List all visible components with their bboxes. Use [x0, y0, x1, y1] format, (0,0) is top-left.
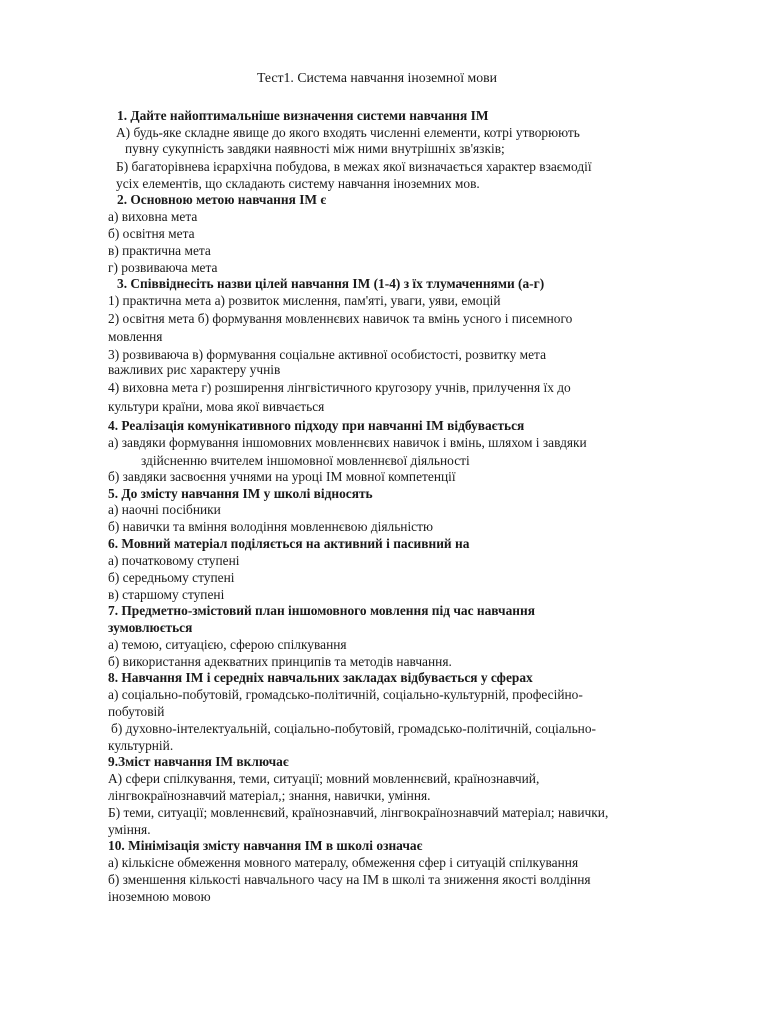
question-2: 2. Основною метою навчання ІМ є — [117, 192, 327, 207]
question-7-line2: зумовлюється — [108, 620, 193, 635]
q5-option-b: б) навички та вміння володіння мовленнєвою діяльністю — [108, 519, 433, 534]
q5-option-a: а) наочні посібники — [108, 502, 221, 517]
q7-option-a: а) темою, ситуацією, сферою спілкування — [108, 637, 347, 652]
q10-option-b-line2: іноземною мовою — [108, 889, 211, 904]
question-6: 6. Мовний матеріал поділяється на активний і пасивний на — [108, 536, 470, 551]
q4-option-b: б) завдяки засвоєння учнями на уроці ІМ мовної компетенції — [108, 469, 456, 484]
q10-option-a: а) кількісне обмеження мовного матералу, обмеження сфер і ситуацій спілкування — [108, 855, 579, 870]
question-7-line1: 7. Предметно-змістовий план іншомовного мовлення під час навчання — [108, 603, 535, 618]
q3-pair-4-line2: культури країни, мова якої вивчається — [108, 399, 325, 414]
q3-pair-4-line1: 4) виховна мета г) розширення лінгвістичного кругозору учнів, прилучення їх до — [108, 380, 571, 395]
q9-option-a-line1: А) сфери спілкування, теми, ситуації; мовний мовленнєвий, країнознавчий, — [108, 771, 540, 786]
q6-option-c: в) старшому ступені — [108, 587, 225, 602]
q1-option-b-line1: Б) багаторівнева ієрархічна побудова, в межах якої визначається характер взаємодії — [116, 159, 592, 174]
q8-option-a-line1: а) соціально-побутовій, громадсько-політичній, соціально-культурній, професійно- — [108, 687, 583, 702]
question-3: 3. Співвіднесіть назви цілей навчання ІМ (1-4) з їх тлумаченнями (а-г) — [117, 276, 545, 291]
q3-pair-2-line1: 2) освітня мета б) формування мовленнєвих навичок та вмінь усного і писемного — [108, 311, 573, 326]
q3-pair-1: 1) практична мета а) розвиток мислення, пам'яті, уваги, уяви, емоцій — [108, 293, 501, 308]
question-4: 4. Реалізація комунікативного підходу при навчанні ІМ відбувається — [108, 418, 525, 433]
q6-option-b: б) середньому ступені — [108, 570, 235, 585]
q7-option-b: б) використання адекватних принципів та методів навчання. — [108, 654, 452, 669]
question-1: 1. Дайте найоптимальніше визначення системи навчання ІМ — [117, 108, 489, 123]
q3-pair-3-line1: 3) розвиваюча в) формування соціальне активної особистості, розвитку мета — [108, 347, 547, 362]
q1-option-a-line2: пувну сукупність завдяки наявності між ними внутрішніх зв'язків; — [125, 141, 505, 156]
q8-option-a-line2: побутовій — [108, 704, 165, 719]
q1-option-a-line1: А) будь-яке складне явище до якого входять численні елементи, котрі утворюють — [116, 125, 580, 140]
q6-option-a: а) початковому ступені — [108, 553, 240, 568]
question-5: 5. До змісту навчання ІМ у школі відносять — [108, 486, 373, 501]
q9-option-b-line1: Б) теми, ситуації; мовленнєвий, країнознавчий, лінгвокраїнознавчий матеріал; навички, — [108, 805, 609, 820]
q10-option-b-line1: б) зменшення кількості навчального часу на ІМ в школі та зниження якості волдіння — [108, 872, 591, 887]
q4-option-a-line1: а) завдяки формування іншомовних мовленнєвих навичок і вмінь, шляхом і завдяки — [108, 435, 587, 450]
q8-option-b-line1: б) духовно-інтелектуальній, соціально-побутовій, громадсько-політичній, соціально- — [111, 721, 596, 736]
question-10: 10. Мінімізація змісту навчання ІМ в школі означає — [108, 838, 423, 853]
q8-option-b-line2: культурній. — [108, 738, 174, 753]
q2-option-c: в) практична мета — [108, 243, 211, 258]
question-8: 8. Навчання ІМ і середніх навчальних закладах відбувається у сферах — [108, 670, 533, 685]
q9-option-b-line2: уміння. — [108, 822, 151, 837]
q9-option-a-line2: лінгвокраїнознавчий матеріал,; знання, навички, уміння. — [108, 788, 431, 803]
question-9: 9.Зміст навчання ІМ включає — [108, 754, 289, 769]
q3-pair-2-line2: мовлення — [108, 329, 163, 344]
q4-option-a-line2: здійсненню вчителем іншомовної мовленнєвої діяльності — [141, 453, 470, 468]
test-title: Тест1. Система навчання іноземної мови — [257, 70, 498, 85]
q2-option-b: б) освітня мета — [108, 226, 195, 241]
q2-option-a: а) виховна мета — [108, 209, 198, 224]
q3-pair-3-line2: важливих рис характеру учнів — [108, 362, 281, 377]
q1-option-b-line2: усіх елементів, що складають систему навчання іноземних мов. — [116, 176, 480, 191]
q2-option-d: г) розвиваюча мета — [108, 260, 218, 275]
